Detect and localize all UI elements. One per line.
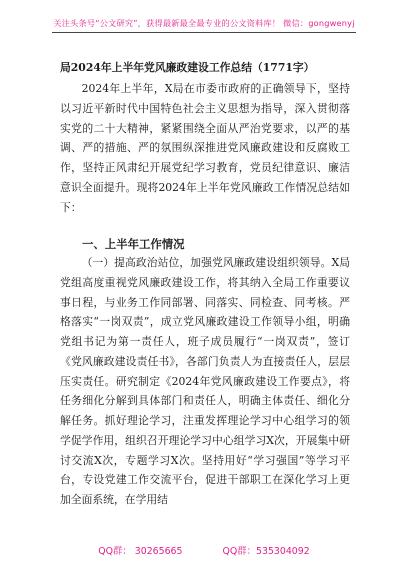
document-title: 局2024年上半年党风廉政建设工作总结（1771字） bbox=[60, 61, 315, 74]
footer-qq-group-2: QQ群：535304092 bbox=[222, 546, 310, 557]
intro-paragraph: 2024年上半年，X局在市委市政府的正确领导下，坚持以习近平新时代中国特色社会主义思想为指导，深入贯彻落实党的二十大精神，紧紧围绕全面从严治党要求，以严的基调、严的措施、严的氛围纵深推进党风廉政建设和反腐败工作，坚持正风肃纪开展党纪学习教育，党员纪律意识、廉洁意识全面提升。现将2024年上半年党风廉政工作情况总结如下： bbox=[60, 82, 350, 214]
footer-qq-groups bbox=[0, 543, 408, 557]
footer-qq-group-1: QQ群： 30265665 bbox=[98, 546, 183, 557]
section-heading: 一、上半年工作情况 bbox=[82, 237, 185, 251]
body-paragraph: （一）提高政治站位，加强党风廉政建设组织领导。X局党组高度重视党风廉政建设工作，将其纳入全局工作重要议事日程，与业务工作同部署、同落实、同检查、同考核。严格落实“一岗双责”，成立党风廉政建设工作领导小组，明确党组书记为第一责任人，班子成员履行“一岗双责”，签订《党风廉政建设责任书》，各部门负责人为直接责任人，层层压实责任。研究制定《2024年党风廉政建设工作要点》，将任务细化分解到具体部门和责任人，明确主体责任、细化分解任务。抓好理论学习，注重发挥理论学习中心组学习的领学促学作用，组织召开理论学习中心组学习X次，开展集中研讨交流X次，专题学习X次。坚持用好“学习强国”等学习平台，专设党建工作交流平台，促进干部职工在深化学习上更加全面系统，在学用结 bbox=[60, 256, 350, 506]
header-divider bbox=[52, 32, 356, 33]
header-banner: 关注头条号“公文研究”，获得最新最全最专业的公文资料库！ 微信：gongwenyj bbox=[53, 18, 355, 28]
